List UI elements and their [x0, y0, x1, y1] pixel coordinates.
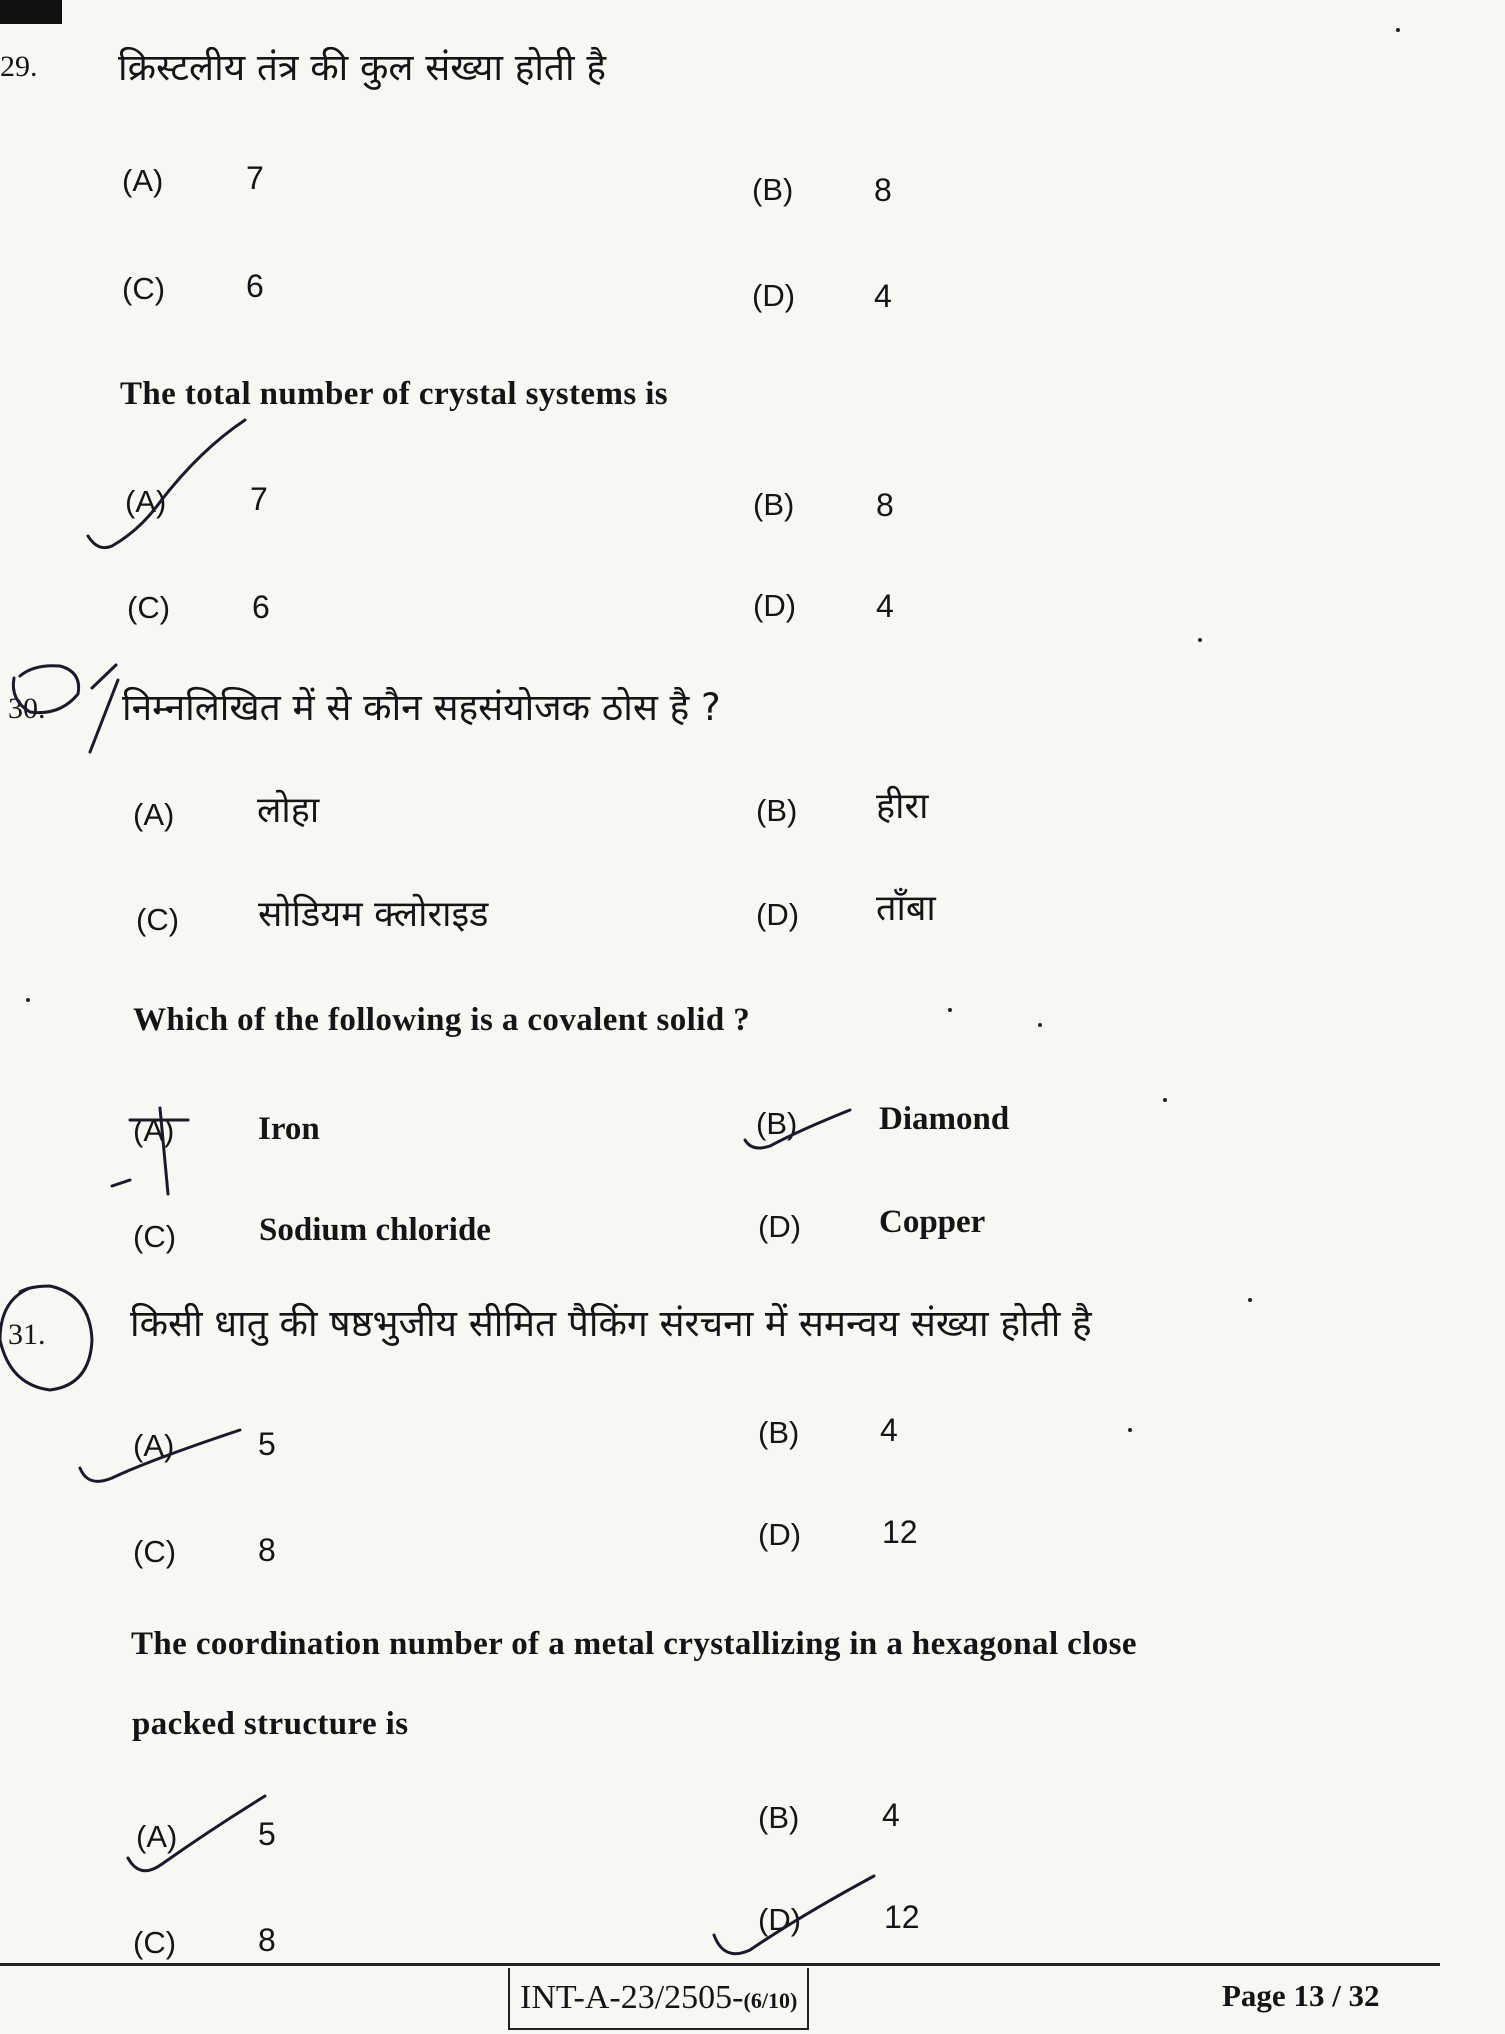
option-letter: (A) [136, 1819, 178, 1854]
paper-code: INT-A-23/2505-(6/10) [508, 1968, 809, 2030]
option-value: सोडियम क्लोराइड [258, 894, 489, 935]
option-letter: (D) [753, 588, 797, 623]
option-value: 5 [258, 1426, 276, 1462]
option-letter: (A) [133, 1113, 175, 1148]
option-letter: (A) [133, 1428, 175, 1463]
option-value: Copper [879, 1204, 986, 1240]
option-letter: (C) [133, 1219, 177, 1254]
option-value: Sodium chloride [259, 1212, 491, 1248]
option-value: 8 [876, 487, 894, 523]
page-number: Page 13 / 32 [1222, 1978, 1380, 2013]
option-letter: (C) [122, 271, 166, 306]
option-value: लोहा [257, 790, 320, 831]
option-letter: (A) [133, 797, 175, 832]
slash-mark [90, 680, 118, 752]
option-value: 6 [246, 268, 264, 304]
question-text-hindi: किसी धातु की षष्ठभुजीय सीमित पैकिंग संरचना में समन्वय संख्या होती है [130, 1302, 1092, 1345]
option-value: 12 [882, 1514, 918, 1550]
question-text-english: The coordination number of a metal crystallizing in a hexagonal close [131, 1626, 1137, 1662]
option-letter: (D) [756, 897, 800, 932]
option-letter: (D) [758, 1902, 802, 1937]
speck [1396, 28, 1400, 32]
question-number: 29. [0, 50, 38, 83]
option-letter: (D) [758, 1517, 802, 1552]
slash-mark [92, 665, 116, 688]
option-value: 8 [874, 172, 892, 208]
option-letter: (B) [752, 172, 794, 207]
option-letter: (C) [127, 590, 171, 625]
option-value: 4 [876, 588, 894, 624]
speck [1248, 1298, 1252, 1302]
speck [948, 1008, 952, 1012]
footer-rule [0, 1963, 1440, 1966]
question-text-hindi: निम्नलिखित में से कौन सहसंयोजक ठोस है ? [122, 686, 721, 729]
speck [26, 998, 30, 1002]
question-text-english-continued: packed structure is [132, 1706, 409, 1742]
option-value: ताँबा [876, 888, 936, 929]
page-corner-mark [0, 0, 62, 24]
option-letter: (A) [125, 484, 167, 519]
option-letter: (D) [758, 1209, 802, 1244]
option-letter: (B) [756, 793, 798, 828]
option-value: 8 [258, 1532, 276, 1568]
option-letter: (B) [758, 1415, 800, 1450]
tick-mark [88, 420, 245, 548]
option-letter: (C) [136, 902, 180, 937]
option-letter: (C) [133, 1925, 177, 1960]
option-letter: (B) [753, 487, 795, 522]
question-text-hindi: क्रिस्टलीय तंत्र की कुल संख्या होती है [118, 46, 607, 89]
option-value: Diamond [879, 1101, 1010, 1137]
speck [1128, 1428, 1132, 1432]
option-value: 4 [874, 278, 892, 314]
cross-mark [112, 1180, 130, 1186]
option-value: 12 [884, 1899, 920, 1935]
option-letter: (B) [758, 1800, 800, 1835]
option-value: 4 [880, 1412, 898, 1448]
option-value: 7 [250, 481, 268, 517]
option-value: 8 [258, 1922, 276, 1958]
option-value: हीरा [876, 786, 929, 827]
option-value: 7 [246, 160, 264, 196]
option-value: 4 [882, 1797, 900, 1833]
question-number: 31. [8, 1318, 46, 1351]
option-value: 5 [258, 1816, 276, 1852]
option-value: Iron [258, 1111, 320, 1147]
option-letter: (A) [122, 163, 164, 198]
question-text-english: The total number of crystal systems is [120, 376, 669, 412]
option-letter: (D) [752, 278, 796, 313]
speck [1038, 1023, 1042, 1027]
option-letter: (B) [756, 1106, 798, 1141]
speck [1163, 1098, 1167, 1102]
question-text-english: Which of the following is a covalent solid ? [133, 1002, 751, 1038]
option-letter: (C) [133, 1534, 177, 1569]
option-value: 6 [252, 589, 270, 625]
question-number: 30. [8, 692, 46, 725]
speck [1198, 638, 1202, 642]
